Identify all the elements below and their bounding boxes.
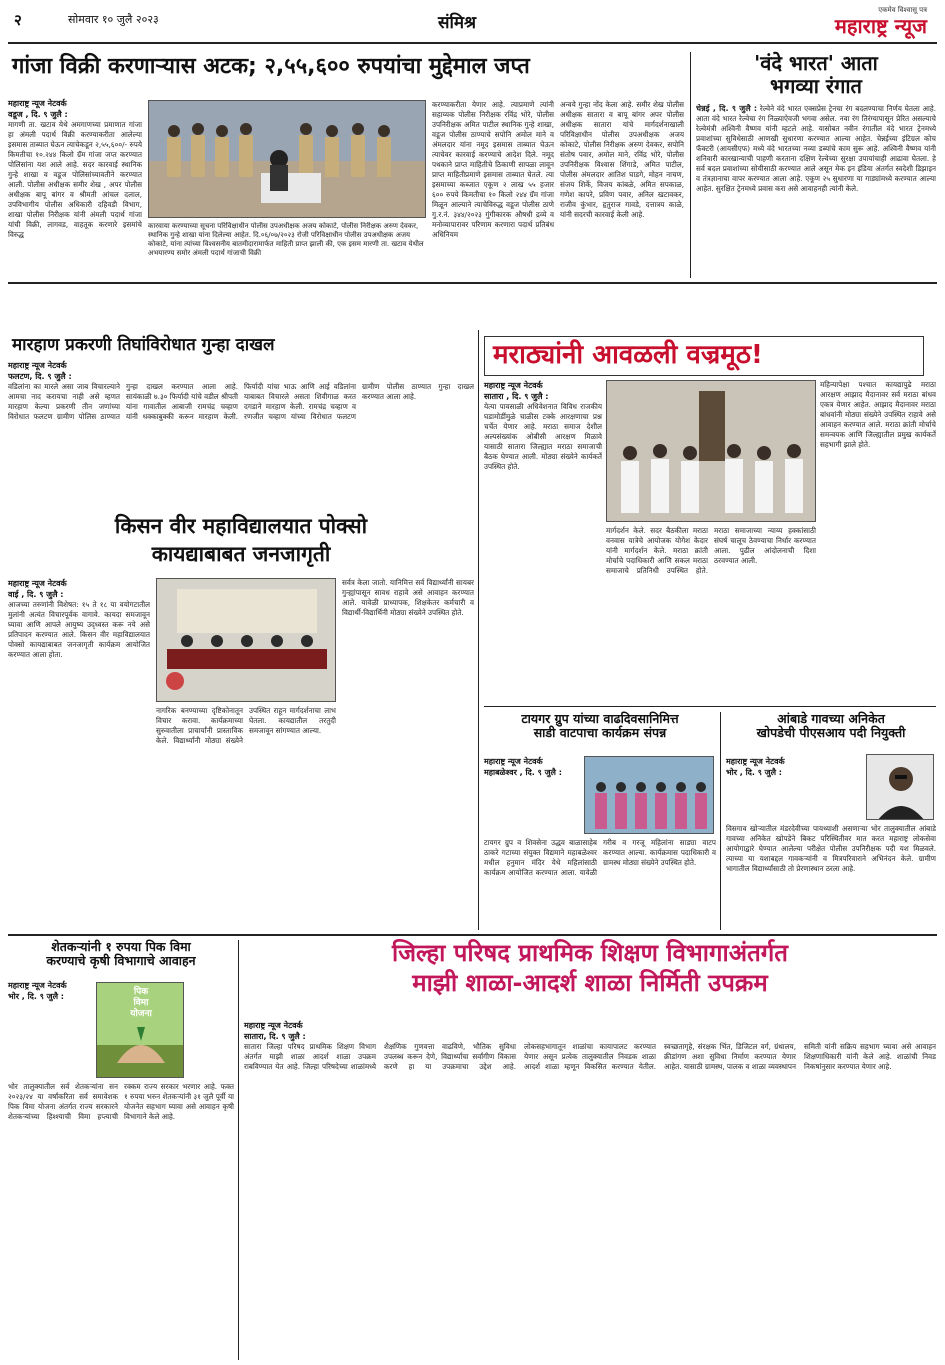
byline: महाराष्ट्र न्यूज नेटवर्क	[726, 757, 785, 766]
masthead	[8, 4, 937, 44]
maratha-meeting-photo	[606, 380, 816, 522]
image-text: योजना	[130, 1009, 152, 1019]
article-body: अन्वये गुन्हा नोंद केला आहे. समीर शेख पोलीस अधीक्षक सातारा व बापू बांगर अपर पोलीस अधीक्षक सातारा यांचे मार्गदर्शनाखाली परिविक्षाधीन पोलीस उपअधीक्षक अजय कोकाटे, पोलीस निरीक्षक अरुण देवकर, सपोनि संतोष पवार, अमोल माने, रविंद्र भोरे, पोलीस उपनिरीक्षक विश्वास शिंगाडे, अमित पाटील, पोलीस अंमलदार आतिश घाडगे, मोहन नाचण, संजय शिर्के, विजय कांबळे, अमित सपकाळ, गणेश कापरे, प्रविण पवार, अनिल खटावकर, राजीव कुंभार, हृतुराज गावडे, दत्तात्रय काळे, यांनी सदरची कारवाई केली आहे.	[560, 100, 684, 219]
headline: 'वंदे भारत' आता	[754, 51, 878, 75]
dateline: भोर , दि. ९ जुलै :	[726, 768, 783, 777]
dateline: सातारा , दि. ९ जुलै :	[484, 392, 549, 401]
article-body: वडिलांना का मारले असा जाब विचारल्याने आमचा नाद करायचा नाही असे म्हणत मारहाण केल्या प्रकरणी तीन जणांच्या विरोधात फलटण ग्रामीण पोलिस ठाण्यात गुन्हा दाखल करण्यात आला आहे. सायंकाळी ७.३० फिर्यादी यांचे वडील श्रीपती यांना गावातील आबाजी रामचंद्र चव्हाण यांनी धक्काबुक्की करून मारहाण केली. फिर्यादी यांचा भाऊ आणि आई वडिलांना याबाबत विचारले असता शिवीगाळ करत दगडाने मारहाण केली. रामचंद्र चव्हाण व रणजीत चव्हाण यांच्या विरोधात फलटण ग्रामीण पोलीस ठाण्यात गुन्हा दाखल करण्यात आला आहे.	[8, 382, 474, 421]
article-body: महिन्यापेक्षा पश्चात कायद्यापुढे मराठा आरक्षण आझाद मैदानावर सर्व मराठा बांधव एकत्र येणार आहेत. आझाद मैदानावर मराठा बांधवांनी मोठ्या संख्येने उपस्थित राहावे असे आवाहन करण्यात आले. मराठा क्रांती मोर्चाचे समन्वयक आणि जिल्ह्यातील प्रमुख कार्यकर्ते सहभागी झाले होते.	[820, 380, 936, 449]
byline: महाराष्ट्र न्यूज नेटवर्क	[244, 1021, 303, 1030]
article-body: मागणी ता. खटाव येथे अमगाणच्या प्रमाणात गांजा हा अंमली पदार्थ विक्री करण्याकरीता आलेल्या इसमास ताब्यात घेऊन त्याचेकडून २,५५,६००/- रुपये किमतीचा १०.२४४ किलो ग्रॅम गांजा जप्त करण्यात पोलिसांना यश आले आहे. सदर कारवाई स्थानिक गुन्हे शाखा व वडूज पोलिसांच्यावतीने करण्यात आली. पोलीस अधीक्षक समीर शेख , अपर पोलीस अधीक्षक बापू बांगर व श्रीमती आंचल दलाल, उपविभागीय पोलीस अधिकारी दहिवडी विभाग, शाखा पोलीस निरीक्षक यांनी अंमली पदार्थ गांजा यांची विक्री, लागवड, वाहतूक करणारे इसमांचे विरुद्ध	[8, 120, 142, 239]
section-title: संमिश्र	[438, 13, 477, 33]
dateline: चेन्नई , दि. ९ जुलै :	[696, 104, 758, 113]
headline: करण्याचे कृषी विभागाचे आवाहन	[46, 953, 196, 969]
byline: महाराष्ट्र न्यूज नेटवर्क	[484, 381, 543, 390]
byline: महाराष्ट्र न्यूज नेटवर्क	[8, 981, 67, 990]
headline: मारहाण प्रकरणी तिघांविरोधात गुन्हा दाखल	[12, 335, 275, 355]
article-body: करण्याकरीता येणार आहे. त्याप्रमाणे त्यांनी सहाय्यक पोलीस निरीक्षक रविंद्र भोरे, पोलीस उपनिरीक्षक अमित पाटील स्थानिक गुन्हे शाखा, वडूज पोलीस ठाण्याचे सपोनि अमोल माने व अंमलदार यांना नमूद इसमास ताब्यात घेऊन त्याचेवर कारवाई करण्याचे आदेश दिले. नमूद पथकाने प्राप्त माहितीचे ठिकाणी सापळा लावून प्राप्त माहितीप्रमाणे इसमास ताब्यात घेतले. त्या इसमाच्या कब्जात एकूण २ लाख ५५ हजार ६०० रुपये किमतीचा १० किलो २४४ ग्रॅम गांजा मिळून आल्याने त्याचेविरुद्ध वडूज पोलीस ठाणे गु.र.नं. ३४४/२०२३ गुंगीकारक औषधी द्रव्ये व मनोव्यापारावर परिणाम करणारा पदार्थ प्रतिबंध अधिनियम	[432, 100, 554, 239]
article-kisan-veer	[8, 514, 474, 926]
headline: कायद्याबाबत जनजागृती	[151, 542, 331, 566]
headline: माझी शाळा-आदर्श शाळा निर्मिती उपक्रम	[412, 968, 768, 997]
article-body: नागरिक बनण्याच्या दृष्टिकोनातून विचार करावा. कार्यक्रमाच्या सुरुवातीला प्राचार्यांनी प्रास्ताविक केले. विद्यार्थ्यांनी मोठ्या संख्येने उपस्थित राहून मार्गदर्शनाचा लाभ घेतला. कायद्यातील तरतुदी समजावून सांगण्यात आल्या.	[156, 706, 336, 745]
dateline: वडूज , दि. ९ जुलै :	[8, 110, 68, 119]
article-maratha	[484, 336, 936, 696]
headline: साडी वाटपाचा कार्यक्रम संपन्न	[533, 725, 667, 741]
brand-name: महाराष्ट्र न्यूज	[834, 14, 927, 38]
article-tiger-group	[484, 712, 716, 930]
brand-tagline: एकमेव विश्वासू पत्र	[878, 6, 927, 14]
headline: खोपडेची पीएसआय पदी नियुक्ती	[756, 725, 906, 741]
article-psi-appointment	[726, 712, 936, 930]
article-vande-bharat	[696, 52, 936, 278]
dateline: फलटण, दि. ९ जुलै :	[8, 372, 72, 381]
dateline: महाबळेश्वर , दि. ९ जुलै :	[484, 768, 562, 777]
byline: महाराष्ट्र न्यूज नेटवर्क	[484, 757, 543, 766]
image-text: विमा	[133, 998, 149, 1008]
article-body: टायगर ग्रुप व शिवसेना उद्धव बाळासाहेब ठाकरे गटाच्या संयुक्त विद्यमाने महाबळेश्वर मधील हनुमान मंदिर येथे महिलांसाठी कार्यक्रम आयोजित करण्यात आला. यावेळी गरीब व गरजू महिलांना साड्या वाटप करण्यात आल्या. कार्यक्रमास पदाधिकारी व ग्रामस्थ मोठ्या संख्येने उपस्थित होते.	[484, 838, 716, 877]
article-adarsh-shala	[244, 940, 936, 1360]
saree-distribution-photo	[584, 756, 714, 834]
article-body: सातारा जिल्हा परिषद प्राथमिक शिक्षण विभाग अंतर्गत माझी शाळा आदर्श शाळा उपक्रम राबविण्यात येत आहे. जिल्हा परिषदेच्या शाळांमध्ये शैक्षणिक गुणवत्ता वाढविणे, भौतिक सुविधा उपलब्ध करून देणे, विद्यार्थ्यांचा सर्वांगीण विकास करणे हा या उपक्रमाचा उद्देश आहे. लोकसहभागातून शाळांचा कायापालट करण्यात येणार असून प्रत्येक तालुक्यातील निवडक शाळा आदर्श शाळा म्हणून विकसित करण्यात येतील. स्वच्छतागृहे, संरक्षक भिंत, डिजिटल वर्ग, ग्रंथालय, क्रीडांगण अशा सुविधा निर्माण करण्यात येणार आहेत. यासाठी ग्रामस्थ, पालक व शाळा व्यवस्थापन समिती यांनी सक्रिय सहभाग घ्यावा असे आवाहन शिक्षणाधिकारी यांनी केले आहे. शाळांची निवड निकषांनुसार करण्यात येणार आहे.	[244, 1042, 936, 1071]
headline: टायगर ग्रुप यांच्या वाढदिवसानिमित्त	[521, 711, 679, 726]
article-body: भोर तालुक्यातील सर्व शेतकऱ्यांना सन २०२३/२४ या वर्षांकरिता सर्व समावेशक पिक विमा योजना अंतर्गत राज्य सरकारने शेतकऱ्यांच्या हिश्श्याची विमा हप्त्याची रक्कम राज्य सरकार भरणार आहे. फक्त १ रुपया भरुन शेतकऱ्यांनी ३१ जुलै पूर्वी या योजनेत सहभाग घ्यावा असे आवाहन कृषी विभागाने केले आहे.	[8, 1082, 234, 1121]
headline: आंबाडे गावच्या अनिकेत	[777, 711, 885, 726]
crop-insurance-image	[96, 982, 184, 1078]
dateline: सातारा, दि. ९ जुलै :	[244, 1032, 306, 1041]
article-body: मार्गदर्शन केले. सदर बैठकीला मराठा वनवास यात्रेचे आयोजक योगेश केदार यांनी मार्गदर्शन केले. मराठा क्रांती मोर्चाचे पदाधिकारी आणि सकल मराठा समाजाचे प्रतिनिधी उपस्थित होते. मराठा समाजाच्या न्याय्य हक्कांसाठी संघर्ष चालूच ठेवण्याचा निर्धार करण्यात आला. पुढील आंदोलनाची दिशा ठरवण्यात आली.	[606, 526, 816, 575]
headline: मराठ्यांनी आवळली वज्रमूठ!	[484, 336, 924, 376]
dateline: भोर , दि. ९ जुलै :	[8, 992, 65, 1001]
page-number: २	[14, 11, 22, 29]
byline: महाराष्ट्र न्यूज नेटवर्क	[8, 99, 67, 108]
image-text: पिक	[133, 987, 149, 997]
issue-date: सोमवार १० जुलै २०२३	[68, 13, 159, 26]
byline: महाराष्ट्र न्यूज नेटवर्क	[8, 579, 67, 588]
headline: किसन वीर महाविद्यालयात पोक्सो	[114, 514, 368, 538]
police-arrest-photo	[148, 100, 426, 218]
article-body: विसगाव खोऱ्यातील मंडरदेवीच्या पायथ्याशी असणाऱ्या भोर तालुक्यातील आंबाडे गावच्या अनिकेत खोपडेने बिकट परिस्थितीवर मात करत महाराष्ट्र लोकसेवा आयोगाद्वारे घेण्यात आलेल्या परीक्षेत पोलीस उपनिरीक्षक पदी यश मिळवले. त्याच्या या यशाबद्दल गावकऱ्यांनी व मित्रपरिवाराने अभिनंदन केले. ग्रामीण भागातील विद्यार्थ्यांसाठी तो प्रेरणास्थान ठरला आहे.	[726, 824, 936, 873]
article-body: आजच्या तरुणांनी विशेषत: १५ ते १८ या वयोगटातील मुलांनी अत्यंत विचारपूर्वक वागावे. कायदा समजावून घ्यावा आणि आपले आयुष्य उद्ध्वस्त करू नये असे प्रतिपादन करण्यात आले. किसन वीर महाविद्यालयात पोक्सो कायद्याबाबत जनजागृती कार्यक्रम आयोजित करण्यात आला होता.	[8, 600, 150, 659]
byline: महाराष्ट्र न्यूज नेटवर्क	[8, 361, 67, 370]
article-assault-case	[8, 330, 474, 510]
seminar-photo	[156, 578, 336, 702]
dateline: वाई , दि. ९ जुलै :	[8, 590, 64, 599]
article-ganja-arrest	[8, 52, 686, 278]
article-body: येत्या पावसाळी अधिवेशनात विविध राजकीय घडामोडींमुळे चाळीस टक्के आरक्षणाचा प्रश्न चर्चेत येणार आहे. मराठा समाज देशील अल्पसंख्यांक ओबीसी आरक्षण मिळावे यासाठी सातारा जिल्ह्यात मराठा समाजाची बैठक घेण्यात आली. मोठ्या संख्येने कार्यकर्ते उपस्थित होते.	[484, 402, 602, 471]
headline: भगव्या रंगात	[770, 74, 862, 98]
article-body: रेल्वेने वंदे भारत एक्सप्रेस ट्रेनचा रंग बदलण्याचा निर्णय घेतला आहे. आता वंदे भारत रेल्वेचा रंग निळ्याऐवजी भगवा असेल. नवा रंग तिरंग्यापासून प्रेरित असल्याचे रेल्वेमंत्री अश्विनी वैष्णव यांनी म्हटले आहे. यासोबत नवीन रंगातील वंदे भारत ट्रेनमध्ये प्रवाशांच्या सुविधेसाठी आणखी सुधारणा करण्यात आल्या आहेत. चेन्नईच्या इंटिग्रल कोच फॅक्टरी (आयसीएफ) मध्ये वंदे भारतच्या नव्या डब्यांचे काम सुरू आहे. अश्विनी वैष्णव यांनी शनिवारी कारखान्याची पाहणी करताना दक्षिण रेल्वेच्या सुरक्षा उपायांचाही आढावा घेतला. हे सर्व बदल प्रवाशांच्या सोयीसाठी करण्यात आले असून मेक इन इंडिया अंतर्गत स्वदेशी डिझाइन व तंत्रज्ञानाचा वापर करण्यात आला आहे. एकूण २५ सुधारणा या गाड्यांमध्ये करण्यात आल्या आहेत. सुरक्षित ट्रेनमध्ये प्रवास करा असे आवाहनही त्यांनी केले.	[696, 104, 936, 193]
aniket-khopde-portrait	[866, 754, 934, 820]
headline: जिल्हा परिषद प्राथमिक शिक्षण विभागाअंतर्गत	[392, 939, 788, 967]
article-crop-insurance	[8, 940, 234, 1360]
headline: गांजा विक्री करणाऱ्यास अटक; २,५५,६०० रुपयांचा मुद्देमाल जप्त	[12, 54, 530, 79]
brand-logo	[835, 6, 927, 37]
headline: शेतकऱ्यांनी १ रुपया पिक विमा	[51, 939, 191, 954]
photo-caption: कारवाया करण्याच्या सूचना परिविक्षाधीन पोलीस उपअधीक्षक अजय कोकाटे, पोलीस निरीक्षक अरुण देवकर, स्थानिक गुन्हे शाखा यांना दिलेल्या आहेत. दि.०६/०७/२०२३ रोजी परिविक्षाधीन पोलीस उपअधीक्षक अजय कोकाटे, यांना त्यांच्या विश्वसनीय बातमीदारामार्फत माहिती प्राप्त झाली की, एक इसम मारणी ता. खटाव येथील अभयारण्य समोर अंमली पदार्थ गांजाची विक्री	[148, 222, 424, 257]
article-body: सर्वत्र केला जातो. यानिमित्त सर्व विद्यार्थ्यांनी सायबर गुन्ह्यांपासून सावध राहावे असे आवाहन करण्यात आले. यावेळी प्राध्यापक, शिक्षकेतर कर्मचारी व विद्यार्थी-विद्यार्थिनी मोठ्या संख्येने उपस्थित होते.	[342, 578, 474, 617]
